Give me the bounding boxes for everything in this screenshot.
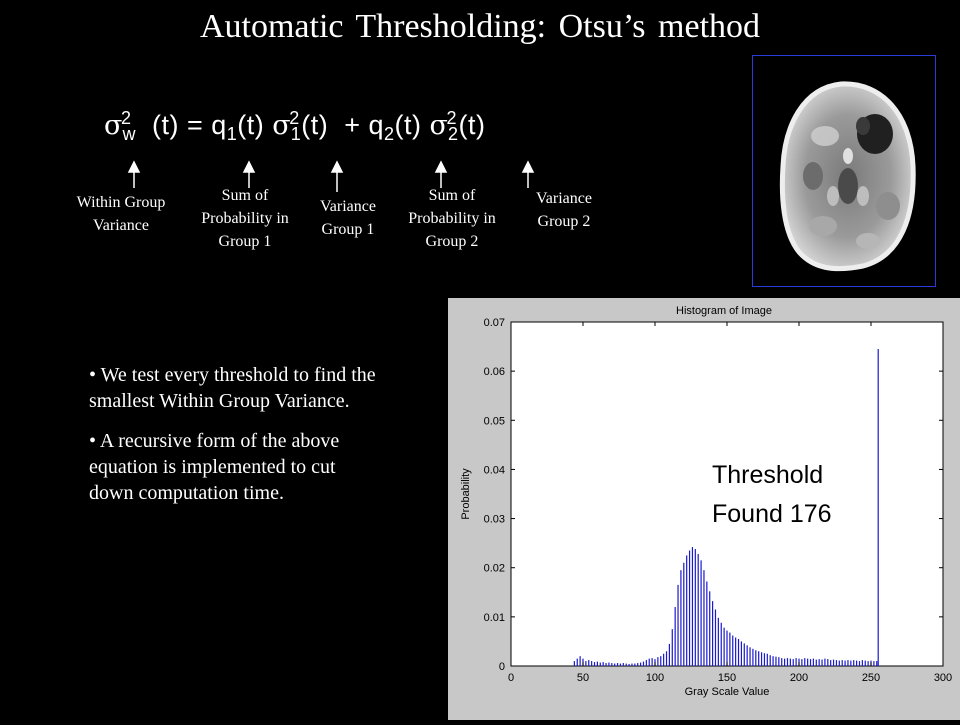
histogram-bar: [804, 658, 805, 666]
histogram-bar: [859, 661, 860, 666]
histogram-bar: [732, 636, 733, 666]
x-axis-label: Gray Scale Value: [684, 686, 770, 698]
histogram-bar: [807, 659, 808, 666]
x-tick-label: 200: [789, 672, 809, 684]
histogram-bar: [628, 664, 629, 666]
histogram-bar: [703, 570, 704, 666]
histogram-bar: [833, 660, 834, 666]
histogram-bar: [876, 661, 877, 666]
sigma-symbol: σ: [104, 110, 123, 141]
histogram-bar: [761, 652, 762, 666]
histogram-bar: [738, 639, 739, 666]
histogram-bar: [680, 570, 681, 666]
otsu-equation: [104, 108, 486, 145]
histogram-bar: [700, 560, 701, 666]
label-variance-group2: [516, 187, 612, 233]
y-tick-label: 0.03: [483, 513, 505, 526]
histogram-bar: [663, 654, 664, 666]
histogram-bar: [649, 659, 650, 666]
histogram-bar: [796, 658, 797, 666]
bullet-list: [89, 362, 379, 520]
histogram-bar: [775, 657, 776, 666]
histogram-bar: [677, 585, 678, 666]
label-line: Probability in: [201, 210, 289, 227]
histogram-bar: [813, 659, 814, 666]
histogram-bar: [767, 654, 768, 666]
sub-2: 2: [448, 124, 459, 144]
histogram-bar: [781, 658, 782, 666]
label-line: Group 1: [218, 233, 272, 250]
label-line: Variance: [536, 190, 592, 207]
eq-t-equals-q: (t) = q: [151, 110, 227, 140]
sub-1: 1: [226, 124, 238, 144]
histogram-bar: [585, 661, 586, 666]
histogram-bar: [634, 664, 635, 666]
histogram-bar: [747, 645, 748, 666]
label-line: Variance: [320, 198, 376, 215]
x-tick-label: 100: [645, 672, 665, 684]
histogram-bar: [709, 591, 710, 666]
histogram-bar: [675, 607, 676, 666]
histogram-bar: [652, 658, 653, 666]
histogram-bar: [873, 661, 874, 666]
histogram-bar: [839, 661, 840, 666]
histogram-bar: [600, 663, 601, 666]
label-line: Sum of: [428, 187, 476, 204]
histogram-bar: [626, 664, 627, 666]
sup-2: 2: [120, 108, 132, 128]
x-tick-label: 150: [717, 672, 737, 684]
histogram-bar: [617, 663, 618, 666]
histogram-bar: [752, 649, 753, 666]
histogram-bar: [666, 651, 667, 666]
histogram-bar: [603, 662, 604, 666]
eq-plus-q: + q: [344, 110, 385, 140]
y-tick-label: 0.04: [483, 464, 505, 477]
eq-t2: (t): [301, 110, 329, 140]
histogram-bar: [597, 662, 598, 666]
histogram-bar: [741, 641, 742, 666]
label-line: Probability in: [408, 210, 496, 227]
histogram-bar: [856, 661, 857, 666]
histogram-bar: [580, 656, 581, 666]
histogram-bar: [844, 661, 845, 666]
histogram-bar: [784, 659, 785, 666]
histogram-chart: [448, 298, 960, 720]
histogram-bar: [721, 623, 722, 666]
histogram-bar: [821, 660, 822, 666]
histogram-bar: [608, 663, 609, 666]
histogram-bar: [850, 661, 851, 666]
histogram-bar: [614, 664, 615, 666]
histogram-bar: [830, 660, 831, 666]
histogram-bar: [623, 663, 624, 666]
y-tick-label: 0.07: [483, 317, 505, 329]
label-line: Sum of: [221, 187, 269, 204]
arrow-head-within: [129, 162, 139, 172]
slide-title: Automatic Thresholding: Otsu’s method: [199, 8, 761, 45]
histogram-bar: [695, 549, 696, 666]
histogram-bar: [749, 647, 750, 666]
histogram-bar: [591, 661, 592, 666]
histogram-bar: [790, 659, 791, 666]
label-line: Group 2: [425, 233, 479, 250]
label-sum-probability-group2: [390, 184, 514, 253]
histogram-bar: [712, 601, 713, 666]
histogram-bar: [816, 660, 817, 666]
label-sum-probability-group1: [183, 184, 307, 253]
histogram-bar: [577, 659, 578, 666]
histogram-bar: [862, 660, 863, 666]
histogram-bar: [594, 662, 595, 666]
histogram-bar: [657, 657, 658, 666]
x-tick-label: 0: [507, 672, 515, 684]
y-axis-label: Probability: [460, 468, 472, 520]
brain-scan-picture: [753, 56, 935, 286]
bullet-item: • We test every threshold to find the smallest Within Group Variance.: [89, 364, 376, 412]
histogram-bar: [646, 660, 647, 666]
y-tick-label: 0: [498, 661, 505, 673]
bullet-text: A recursive form of the above equation is implemented to cut down computation time.: [89, 430, 340, 504]
arrow-head-var2: [523, 162, 533, 172]
x-tick-label: 300: [933, 672, 953, 684]
histogram-bar: [637, 663, 638, 666]
histogram-bar: [698, 554, 699, 666]
histogram-bar: [672, 629, 673, 666]
x-tick-label: 250: [861, 672, 881, 684]
histogram-bar: [801, 659, 802, 666]
brain-mri-image: [752, 55, 936, 287]
y-tick-label: 0.05: [483, 415, 505, 428]
histogram-panel: [448, 298, 960, 720]
histogram-bar: [868, 661, 869, 666]
sup-2: 2: [289, 108, 300, 128]
histogram-bar: [842, 660, 843, 666]
histogram-bar: [574, 661, 575, 666]
histogram-bar: [620, 664, 621, 666]
label-line: Group 1: [321, 221, 375, 238]
histogram-bar: [735, 637, 736, 666]
eq-t3: (t): [394, 110, 422, 140]
histogram-bar: [793, 659, 794, 666]
histogram-bar: [715, 609, 716, 666]
histogram-bar: [847, 660, 848, 666]
histogram-bar: [726, 631, 727, 666]
histogram-bar: [643, 662, 644, 666]
histogram-bar: [764, 653, 765, 666]
y-tick-label: 0.06: [483, 366, 505, 379]
histogram-bar: [729, 633, 730, 666]
histogram-bar: [686, 555, 687, 666]
label-line: Group 2: [537, 213, 591, 230]
histogram-bar: [605, 663, 606, 666]
histogram-bar: [660, 656, 661, 666]
histogram-bar: [718, 618, 719, 666]
chart-title: Histogram of Image: [676, 305, 772, 317]
threshold-annotation-line1: Threshold: [712, 461, 824, 489]
eq-t4: (t): [458, 110, 486, 140]
sub-2: 2: [384, 124, 395, 144]
histogram-bar: [755, 650, 756, 666]
histogram-bar: [689, 551, 690, 666]
x-tick-label: 50: [576, 672, 590, 684]
histogram-bar: [706, 581, 707, 666]
bullet-text: We test every threshold to find the smallest Within Group Variance.: [89, 364, 376, 412]
threshold-annotation-line2: Found 176: [712, 500, 832, 528]
arrow-head-var1: [332, 162, 342, 172]
histogram-bar: [588, 660, 589, 666]
label-within-group-variance: [58, 191, 184, 237]
histogram-bar: [692, 547, 693, 666]
sub-1: 1: [290, 124, 302, 144]
histogram-bar: [772, 656, 773, 666]
histogram-bar: [724, 628, 725, 666]
histogram-bar: [810, 659, 811, 666]
bullet-item: • A recursive form of the above equation is implemented to cut down computation time.: [89, 430, 340, 504]
histogram-bar: [778, 657, 779, 666]
histogram-bar: [819, 659, 820, 666]
sigma-symbol: σ: [429, 110, 449, 141]
arrow-head-sum1: [244, 162, 254, 172]
histogram-bar: [611, 663, 612, 666]
label-line: Variance: [93, 217, 149, 234]
label-line: Within Group: [76, 194, 166, 211]
label-variance-group1: [300, 195, 396, 241]
histogram-bar: [744, 643, 745, 666]
histogram-bar: [770, 655, 771, 666]
histogram-bar: [631, 664, 632, 666]
histogram-bar: [836, 660, 837, 666]
histogram-bar: [787, 658, 788, 666]
histogram-bar: [683, 563, 684, 666]
histogram-bar: [669, 644, 670, 666]
histogram-bar: [853, 660, 854, 666]
y-tick-label: 0.01: [483, 611, 505, 624]
histogram-bar: [865, 661, 866, 666]
histogram-bar: [824, 659, 825, 666]
histogram-bar: [827, 659, 828, 666]
sigma-symbol: σ: [272, 110, 292, 141]
sub-w: w: [122, 124, 136, 144]
y-tick-label: 0.02: [483, 562, 505, 575]
sup-2: 2: [446, 108, 457, 128]
histogram-bar: [640, 663, 641, 666]
histogram-bar: [758, 651, 759, 666]
arrow-head-sum2: [436, 162, 446, 172]
eq-t1: (t): [237, 110, 265, 140]
histogram-bar: [878, 349, 879, 666]
